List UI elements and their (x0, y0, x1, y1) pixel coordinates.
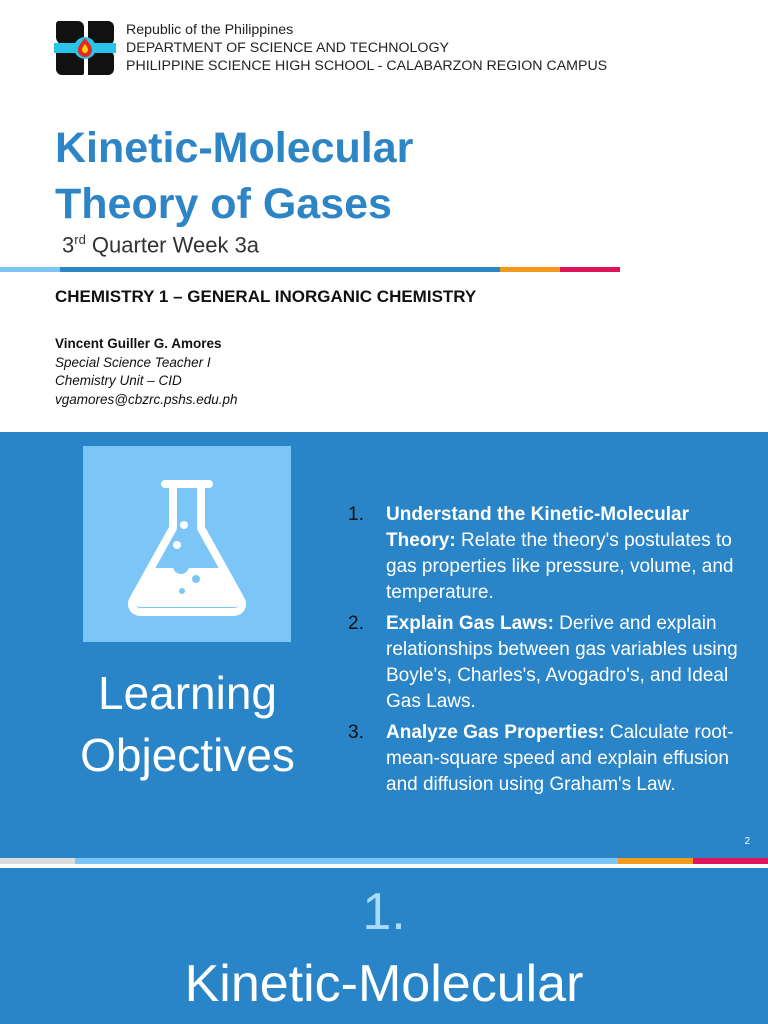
subtitle-rest: Quarter Week 3a (85, 232, 260, 258)
objectives-heading (40, 662, 335, 786)
author-role: Special Science Teacher I (55, 354, 211, 370)
subtitle (62, 232, 259, 258)
title-slide (0, 0, 768, 432)
divider-light (0, 267, 60, 272)
author-unit: Chemistry Unit – CID (55, 373, 182, 388)
list-item-text: Derive and explain relationships between gas variables using Boyle's, Charles's, Avogadro's, and Ideal Gas Laws. (386, 613, 738, 712)
list-item-number: 2. (348, 613, 364, 634)
list-item (348, 720, 760, 798)
divider-orange (500, 267, 560, 272)
objectives-slide (0, 432, 768, 864)
author-block (55, 335, 238, 409)
divider-blue (60, 267, 500, 272)
section-slide (0, 868, 768, 1024)
title-line-1: Kinetic-Molecular (55, 124, 414, 172)
subtitle-number: 3 (62, 232, 75, 258)
page-title (55, 120, 413, 232)
header-school: PHILIPPINE SCIENCE HIGH SCHOOL - CALABARZON REGION CAMPUS (126, 58, 608, 74)
section-title: Kinetic-Molecular (184, 955, 584, 1013)
flask-box (83, 446, 291, 642)
bottom-strip-light (75, 858, 618, 864)
page-number: 2 (744, 836, 750, 847)
subtitle-ordinal: rd (74, 232, 86, 247)
objectives-heading-line-2: Objectives (80, 729, 295, 781)
bottom-strip-pink (693, 858, 768, 864)
author-name: Vincent Guiller G. Amores (55, 336, 222, 351)
list-item-title: Explain Gas Laws: (386, 613, 554, 634)
list-item-title: Understand the Kinetic-Molecular Theory: (386, 504, 689, 551)
list-item-number: 1. (348, 504, 364, 525)
title-line-2: Theory of Gases (55, 180, 392, 228)
objectives-heading-line-1: Learning (97, 667, 278, 719)
course-name: CHEMISTRY 1 – GENERAL INORGANIC CHEMISTRY (55, 287, 477, 306)
list-item-title: Analyze Gas Properties: (386, 722, 605, 743)
bottom-strip-orange (618, 858, 693, 864)
list-item-text: Relate the theory's postulates to gas properties like pressure, volume, and temperature. (386, 530, 734, 603)
list-item-number: 3. (348, 722, 364, 743)
bottom-strip-grey (0, 858, 75, 864)
section-number: 1. (362, 883, 406, 941)
list-item-text: Calculate root-mean-square speed and explain effusion and diffusion using Graham's Law. (386, 722, 734, 795)
list-item (348, 502, 760, 606)
header-republic: Republic of the Philippines (126, 22, 294, 38)
header-text (126, 21, 607, 75)
header-department: DEPARTMENT OF SCIENCE AND TECHNOLOGY (126, 40, 449, 56)
objectives-list (348, 502, 760, 803)
list-item (348, 611, 760, 715)
author-email: vgamores@cbzrc.pshs.edu.ph (55, 391, 238, 407)
divider-pink (560, 267, 620, 272)
logo-icon (54, 19, 116, 77)
flask-icon (83, 446, 291, 642)
